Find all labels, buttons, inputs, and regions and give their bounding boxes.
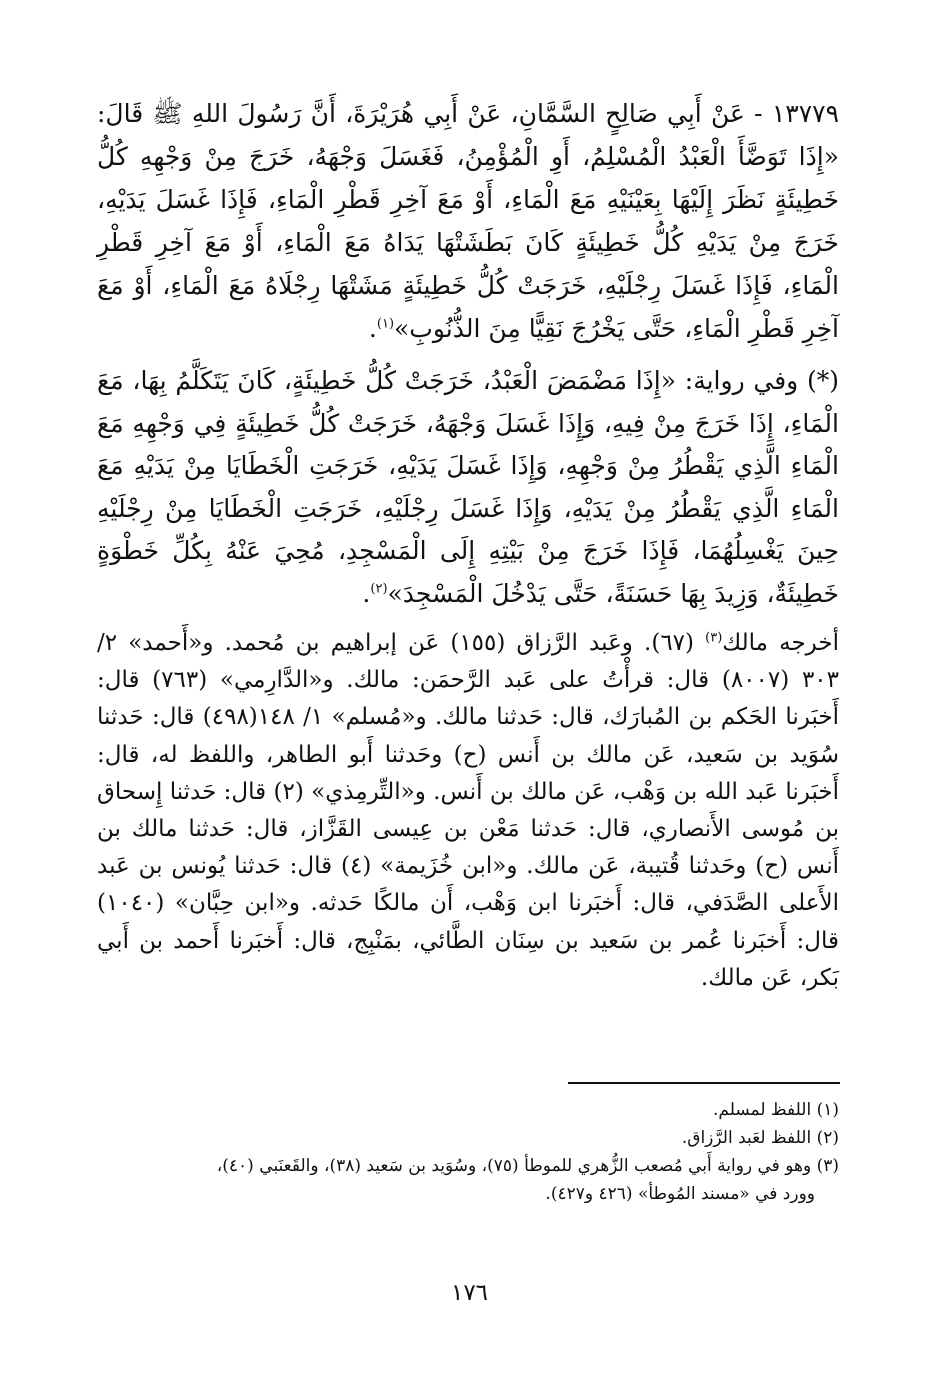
footnote-ref-1: (١) <box>376 316 395 332</box>
hadith-text: «إِذَا تَوَضَّأَ الْعَبْدُ الْمُسْلِمُ، أَوِ الْمُؤْمِنُ، فَغَسَلَ وَجْهَهُ، خَرَجَ مِنْ وَجْهِهِ كُلُّ خَطِيئَةٍ نَظَرَ إِلَيْهَا بِعَيْنَيْهِ مَعَ الْمَاءِ، أَوْ مَعَ آخِرِ قَطْرِ الْمَاءِ، فَإِذَا غَسَلَ يَدَيْهِ، خَرَجَ مِنْ يَدَيْهِ كُلُّ خَطِيئَةٍ كَانَ بَطَشَتْهَا يَدَاهُ مَعَ الْمَاءِ، أَوْ مَعَ آخِرِ قَطْرِ الْمَاءِ، فَإِذَا غَسَلَ رِجْلَيْهِ، خَرَجَتْ كُلُّ خَطِيئَةٍ مَشَتْهَا رِجْلَاهُ مَعَ الْمَاءِ، أَوْ مَعَ آخِرِ قَطْرِ الْمَاءِ، حَتَّى يَخْرُجَ نَقِيًّا مِنَ الذُّنُوبِ» <box>97 142 839 343</box>
footnote-ref-2: (٢) <box>370 581 388 597</box>
footnote-ref-3: (٣) <box>705 630 723 646</box>
main-text <box>97 92 839 997</box>
footnote-3: (٣) وهو في رواية أَبي مُصعب الزُّهري للموطأ (٧٥)، وسُوَيد بن سَعيد (٣٨)، والقَعنَبي (٤٠)، <box>216 1156 839 1176</box>
page-number: ١٧٦ <box>450 1280 489 1306</box>
takhrij-paragraph <box>97 625 839 997</box>
footnotes <box>97 1096 839 1209</box>
variant-paragraph: (*) وفي رواية: «إِذَا مَضْمَضَ الْعَبْدُ، خَرَجَتْ كُلُّ خَطِيئَةٍ، كَانَ يَتَكَلَّمُ بِهَا، مَعَ الْمَاءِ، إِذَا خَرَجَ مِنْ فِيهِ، وَإِذَا غَسَلَ وَجْهَهُ، خَرَجَتْ كُلُّ خَطِيئَةٍ فِي وَجْهِهِ مَعَ الْمَاءِ الَّذِي يَقْطُرُ مِنْ وَجْهِهِ، وَإِذَا غَسَلَ يَدَيْهِ، خَرَجَتِ الْخَطَايَا مِنْ يَدَيْهِ مَعَ الْمَاءِ الَّذِي يَقْطُرُ مِنْ يَدَيْهِ، وَإِذَا غَسَلَ رِجْلَيْهِ، خَرَجَتِ الْخَطَايَا مِنْ رِجْلَيْهِ حِينَ يَغْسِلُهُمَا، فَإِذَا خَرَجَ مِنْ بَيْتِهِ إِلَى الْمَسْجِدِ، مُحِيَ عَنْهُ بِكُلِّ خَطْوَةٍ خَطِيئَةٌ، وَزِيدَ بِهَا حَسَنَةً، حَتَّى يَدْخُلَ الْمَسْجِدَ»$^{(٢)}$. <box>97 366 839 608</box>
hadith-paragraph: ١٣٧٧٩ - عَنْ أَبِي صَالِحٍ السَّمَّانِ، عَنْ أَبِي هُرَيْرَةَ، أَنَّ رَسُولَ اللهِ ﷺ قَالَ: «إِذَا تَوَضَّأَ الْعَبْدُ الْمُسْلِمُ، أَوِ الْمُؤْمِنُ، فَغَسَلَ وَجْهَهُ، خَرَجَ مِنْ وَجْهِهِ كُلُّ خَطِيئَةٍ نَظَرَ إِلَيْهَا بِعَيْنَيْهِ مَعَ الْمَاءِ، أَوْ مَعَ آخِرِ قَطْرِ الْمَاءِ، فَإِذَا غَسَلَ يَدَيْهِ، خَرَجَ مِنْ يَدَيْهِ كُلُّ خَطِيئَةٍ كَانَ بَطَشَتْهَا يَدَاهُ مَعَ الْمَاءِ، أَوْ مَعَ آخِرِ قَطْرِ الْمَاءِ، فَإِذَا غَسَلَ رِجْلَيْهِ، خَرَجَتْ كُلُّ خَطِيئَةٍ مَشَتْهَا رِجْلَاهُ مَعَ الْمَاءِ، أَوْ مَعَ آخِرِ قَطْرِ الْمَاءِ، حَتَّى يَخْرُجَ نَقِيًّا مِنَ الذُّنُوبِ»$^{(١)}$. <box>97 99 839 343</box>
takhrij-rest: (٦٧). وعَبد الرَّزاق (١٥٥) عَن إبراهيم بن مُحمد. و«أَحمد» ٢/ ٣٠٣ (٨٠٠٧) قال: قرأْتُ على عَبد الرَّحمَن: مالك. و«الدَّارِمي» (٧٦٣) قال: أَخبَرنا الحَكم بن المُبارَك، قال: حَدثنا مالك. و«مُسلم» ١/ ١٤٨(٤٩٨) قال: حَدثنا سُوَيد بن سَعيد، عَن مالك بن أَنس (ح) وحَدثنا أَبو الطاهر، واللفظ له، قال: أَخبَرنا عَبد الله بن وَهْب، عَن مالك بن أَنس. و«التِّرمِذي» (٢) قال: حَدثنا إِسحاق بن مُوسى الأَنصاري، قال: حَدثنا مَعْن بن عِيسى القَزَّاز، قال: حَدثنا مالك بن أَنس (ح) وحَدثنا قُتيبة، عَن مالك. و«ابن خُزَيمة» (٤) قال: حَدثنا يُونس بن عَبد الأَعلى الصَّدَفي، قال: أَخبَرنا ابن وَهْب، أَن مالكًا حَدثه. و«ابن حِبَّان» (١٠٤٠) قال: أَخبَرنا عُمر بن سَعيد بن سِنَان الطَّائي، بمَنْبِج، قال: أَخبَرنا أَحمد بن أَبي بَكر، عَن مالك. <box>97 630 839 991</box>
takhrij-start: أخرجه مالك <box>722 630 839 656</box>
hadith-intro: ١٣٧٧٩ - عَنْ أَبِي صَالِحٍ السَّمَّانِ، عَنْ أَبِي هُرَيْرَةَ، أَنَّ رَسُولَ اللهِ ﷺ قَالَ: <box>97 99 839 128</box>
footnote-separator <box>568 1082 840 1084</box>
footnote-2: (٢) اللفظ لعَبد الرَّزاق. <box>681 1128 839 1148</box>
footnote-3-continuation: وورد في «مسند المُوطأ» (٤٢٦ و٤٢٧). <box>545 1184 815 1204</box>
footnote-1: (١) اللفظ لمسلم. <box>712 1100 839 1120</box>
variant-text: (*) وفي رواية: «إِذَا مَضْمَضَ الْعَبْدُ، خَرَجَتْ كُلُّ خَطِيئَةٍ، كَانَ يَتَكَلَّمُ بِهَا، مَعَ الْمَاءِ، إِذَا خَرَجَ مِنْ فِيهِ، وَإِذَا غَسَلَ وَجْهَهُ، خَرَجَتْ كُلُّ خَطِيئَةٍ فِي وَجْهِهِ مَعَ الْمَاءِ الَّذِي يَقْطُرُ مِنْ وَجْهِهِ، وَإِذَا غَسَلَ يَدَيْهِ، خَرَجَتِ الْخَطَايَا مِنْ يَدَيْهِ مَعَ الْمَاءِ الَّذِي يَقْطُرُ مِنْ يَدَيْهِ، وَإِذَا غَسَلَ رِجْلَيْهِ، خَرَجَتِ الْخَطَايَا مِنْ رِجْلَيْهِ حِينَ يَغْسِلُهُمَا، فَإِذَا خَرَجَ مِنْ بَيْتِهِ إِلَى الْمَسْجِدِ، مُحِيَ عَنْهُ بِكُلِّ خَطْوَةٍ خَطِيئَةٌ، وَزِيدَ بِهَا حَسَنَةً، حَتَّى يَدْخُلَ الْمَسْجِدَ» <box>97 366 839 608</box>
